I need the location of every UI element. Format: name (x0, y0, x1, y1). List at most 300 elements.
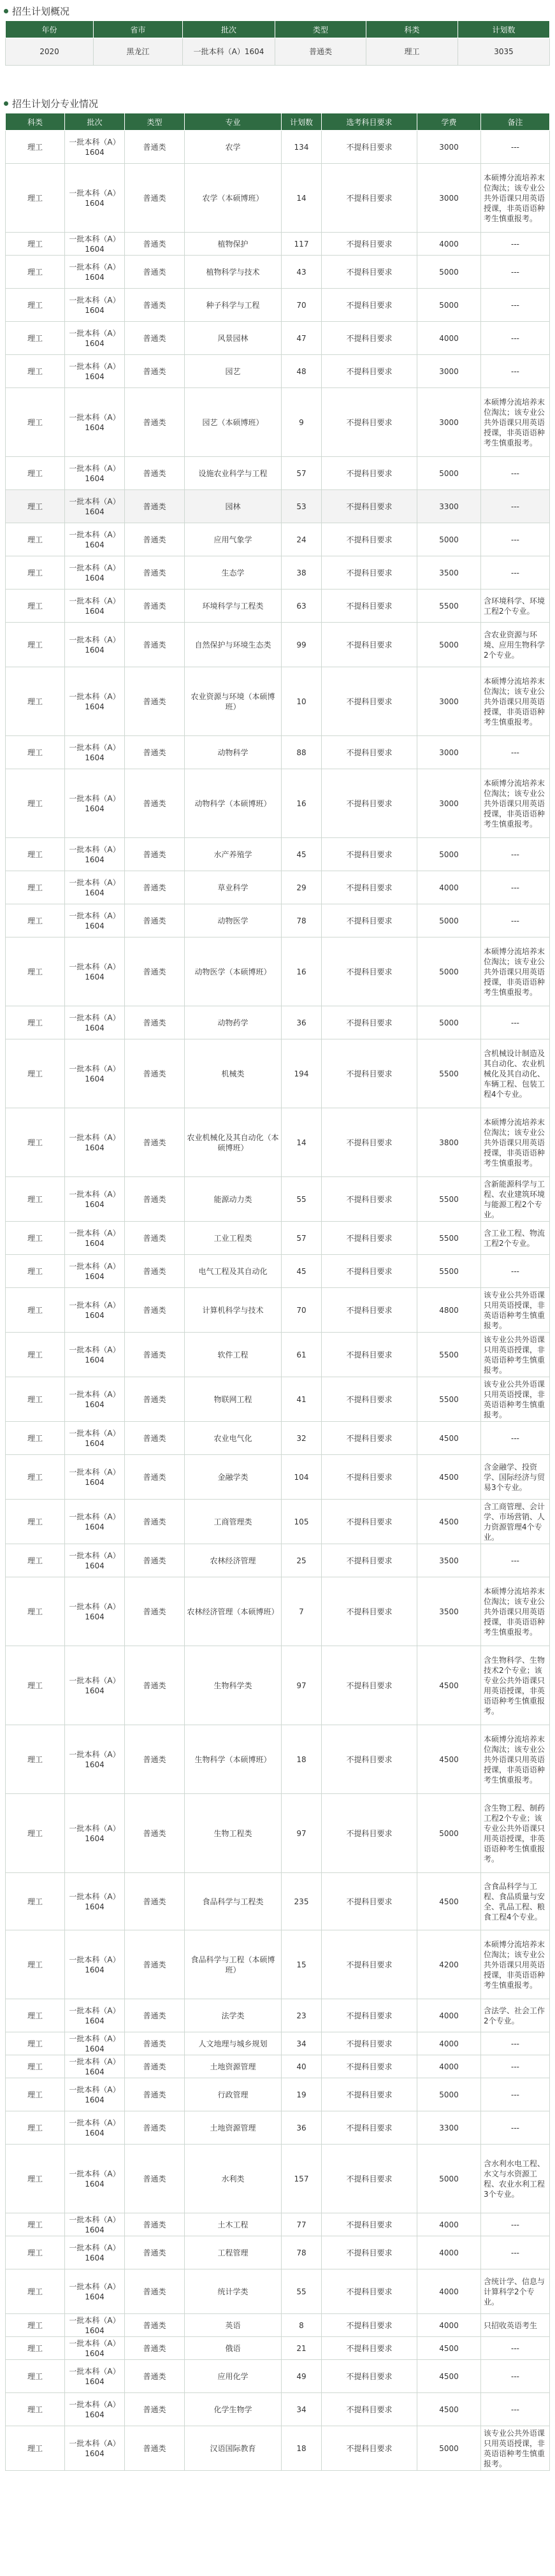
type-cell: 普通类 (125, 1108, 185, 1177)
major-cell: 园艺 (185, 355, 282, 388)
subject-cell: 理工 (6, 322, 65, 355)
subject-cell: 理工 (6, 1108, 65, 1177)
plan-count-cell: 36 (282, 2111, 322, 2145)
subject-cell: 理工 (6, 1646, 65, 1725)
batch-cell: 一批本科（A）1604 (65, 1177, 125, 1222)
column-header: 年份 (6, 21, 94, 38)
plan-count-cell: 14 (282, 1108, 322, 1177)
type-cell: 普通类 (125, 490, 185, 523)
subject-requirement-cell: 不提科目要求 (322, 736, 417, 769)
tuition-cell: 3500 (417, 1544, 481, 1577)
subject-cell: 理工 (6, 289, 65, 322)
batch-cell: 一批本科（A）1604 (65, 2055, 125, 2078)
subject-cell: 理工 (6, 904, 65, 937)
type-cell: 普通类 (125, 1377, 185, 1422)
bullet-icon (4, 101, 8, 106)
type-cell: 普通类 (125, 2426, 185, 2471)
note-cell: 该专业公共外语课只用英语授课，非英语语种考生慎重报考。 (481, 1377, 550, 1422)
major-cell: 农业机械化及其自动化（本硕博班） (185, 1108, 282, 1177)
subject-requirement-cell: 不提科目要求 (322, 2055, 417, 2078)
column-header: 类型 (275, 21, 366, 38)
batch-cell: 一批本科（A）1604 (65, 2111, 125, 2145)
plan-count-cell: 41 (282, 1377, 322, 1422)
plan-count-cell: 15 (282, 1930, 322, 1999)
note-cell: --- (481, 1422, 550, 1455)
table-row (6, 1288, 550, 1333)
tuition-cell: 3800 (417, 1108, 481, 1177)
note-cell: 本硕博分流培养末位淘汰；该专业公共外语课只用英语授课，非英语语种考生慎重报考。 (481, 388, 550, 457)
tuition-cell: 5000 (417, 937, 481, 1006)
note-cell: --- (481, 2032, 550, 2055)
column-header: 类型 (125, 113, 185, 131)
major-cell: 农林经济管理（本硕博班） (185, 1577, 282, 1646)
subject-cell: 理工 (6, 1577, 65, 1646)
batch-cell: 一批本科（A）1604 (65, 523, 125, 556)
type-cell: 普通类 (125, 2236, 185, 2269)
table-row (6, 1794, 550, 1873)
subject-cell: 理工 (6, 623, 65, 667)
plan-count-cell: 16 (282, 769, 322, 838)
type-cell: 普通类 (125, 2055, 185, 2078)
note-cell: 本硕博分流培养末位淘汰；该专业公共外语课只用英语授课，非英语语种考生慎重报考。 (481, 1725, 550, 1794)
subject-requirement-cell: 不提科目要求 (322, 1333, 417, 1377)
column-header: 专业 (185, 113, 282, 131)
column-header: 备注 (481, 113, 550, 131)
tuition-cell: 4800 (417, 1288, 481, 1333)
batch-cell: 一批本科（A）1604 (65, 904, 125, 937)
tuition-cell: 5000 (417, 2145, 481, 2213)
tuition-cell: 5000 (417, 289, 481, 322)
plan-count-cell: 34 (282, 2393, 322, 2426)
table-row (6, 667, 550, 736)
tuition-cell: 5000 (417, 1006, 481, 1039)
batch-cell: 一批本科（A）1604 (65, 322, 125, 355)
type-cell: 普通类 (125, 937, 185, 1006)
plan-count-cell: 19 (282, 2078, 322, 2111)
type-cell: 普通类 (125, 1500, 185, 1544)
tuition-cell: 5500 (417, 590, 481, 623)
batch-cell: 一批本科（A）1604 (65, 1930, 125, 1999)
note-cell: --- (481, 2213, 550, 2236)
batch-cell: 一批本科（A）1604 (65, 1794, 125, 1873)
tuition-cell: 4000 (417, 2269, 481, 2314)
subject-requirement-cell: 不提科目要求 (322, 1108, 417, 1177)
note-cell: 本硕博分流培养末位淘汰；该专业公共外语课只用英语授课，非英语语种考生慎重报考。 (481, 937, 550, 1006)
plan-count-cell: 49 (282, 2360, 322, 2393)
plan-count-cell: 55 (282, 1177, 322, 1222)
major-cell: 土地资源管理 (185, 2111, 282, 2145)
table-row (6, 556, 550, 590)
plan-count-cell: 157 (282, 2145, 322, 2213)
table-row (6, 164, 550, 233)
plan-count-cell: 24 (282, 523, 322, 556)
type-cell: 普通类 (125, 1177, 185, 1222)
subject-cell: 理工 (6, 1422, 65, 1455)
tuition-cell: 3000 (417, 769, 481, 838)
major-cell: 园林 (185, 490, 282, 523)
subject-requirement-cell: 不提科目要求 (322, 1725, 417, 1794)
table-row (6, 769, 550, 838)
subject-requirement-cell: 不提科目要求 (322, 1455, 417, 1500)
plan-count-cell: 117 (282, 233, 322, 256)
batch-cell: 一批本科（A）1604 (65, 556, 125, 590)
plan-count-cell: 18 (282, 1725, 322, 1794)
major-cell: 应用化学 (185, 2360, 282, 2393)
tuition-cell: 3000 (417, 736, 481, 769)
table-row (6, 289, 550, 322)
note-cell: --- (481, 2111, 550, 2145)
tuition-cell: 4000 (417, 233, 481, 256)
major-cell: 生物科学（本硕博班） (185, 1725, 282, 1794)
plan-count-cell: 53 (282, 490, 322, 523)
table-row (6, 1873, 550, 1930)
type-cell: 普通类 (125, 1422, 185, 1455)
subject-requirement-cell: 不提科目要求 (322, 1422, 417, 1455)
type-cell: 普通类 (125, 1006, 185, 1039)
major-cell: 俄语 (185, 2337, 282, 2360)
batch-cell: 一批本科（A）1604 (65, 1255, 125, 1288)
plan-count-cell: 18 (282, 2426, 322, 2471)
subject-cell: 理工 (6, 457, 65, 490)
plan-count-cell: 97 (282, 1646, 322, 1725)
table-row (6, 523, 550, 556)
subject-cell: 理工 (6, 1544, 65, 1577)
batch-cell: 一批本科（A）1604 (65, 2145, 125, 2213)
overview-table (5, 20, 550, 66)
table-row (6, 937, 550, 1006)
note-cell: 含环境科学、环境工程2个专业。 (481, 590, 550, 623)
column-header: 计划数 (458, 21, 550, 38)
table-row (6, 623, 550, 667)
plan-count-cell: 55 (282, 2269, 322, 2314)
tuition-cell: 4500 (417, 1422, 481, 1455)
plan-count-cell: 48 (282, 355, 322, 388)
batch-cell: 一批本科（A）1604 (65, 164, 125, 233)
note-cell: --- (481, 838, 550, 871)
batch-cell: 一批本科（A）1604 (65, 2393, 125, 2426)
batch-cell: 一批本科（A）1604 (65, 1455, 125, 1500)
subject-requirement-cell: 不提科目要求 (322, 131, 417, 164)
subject-cell: 理工 (6, 2393, 65, 2426)
subject-cell: 理工 (6, 1255, 65, 1288)
plan-count-cell: 34 (282, 2032, 322, 2055)
batch-cell: 一批本科（A）1604 (65, 1725, 125, 1794)
major-cell: 人文地理与城乡规划 (185, 2032, 282, 2055)
subject-requirement-cell: 不提科目要求 (322, 164, 417, 233)
major-cell: 法学类 (185, 1999, 282, 2032)
plan-count-cell: 14 (282, 164, 322, 233)
subject-cell: 理工 (6, 2055, 65, 2078)
subject-cell: 理工 (6, 1873, 65, 1930)
subject-cell: 理工 (6, 2236, 65, 2269)
table-row (6, 1725, 550, 1794)
plan-count-cell: 104 (282, 1455, 322, 1500)
subject-requirement-cell: 不提科目要求 (322, 1006, 417, 1039)
note-cell: --- (481, 871, 550, 904)
tuition-cell: 4000 (417, 322, 481, 355)
type-cell: 普通类 (125, 623, 185, 667)
major-cell: 食品科学与工程（本硕博班） (185, 1930, 282, 1999)
tuition-cell: 5000 (417, 457, 481, 490)
table-row (6, 1577, 550, 1646)
major-cell: 生态学 (185, 556, 282, 590)
subject-cell: 理工 (6, 355, 65, 388)
subject-requirement-cell: 不提科目要求 (322, 322, 417, 355)
tuition-cell: 5500 (417, 1255, 481, 1288)
major-cell: 金融学类 (185, 1455, 282, 1500)
plan-count-cell: 45 (282, 838, 322, 871)
subject-cell: 理工 (6, 233, 65, 256)
major-cell: 植物保护 (185, 233, 282, 256)
overview-title-text: 招生计划概况 (12, 6, 70, 17)
major-cell: 农业电气化 (185, 1422, 282, 1455)
subject-requirement-cell: 不提科目要求 (322, 2314, 417, 2337)
tuition-cell: 4200 (417, 1930, 481, 1999)
subject-requirement-cell: 不提科目要求 (322, 1377, 417, 1422)
major-cell: 汉语国际教育 (185, 2426, 282, 2471)
tuition-cell: 4000 (417, 2213, 481, 2236)
major-cell: 工商管理类 (185, 1500, 282, 1544)
note-cell: 只招收英语考生 (481, 2314, 550, 2337)
batch-cell: 一批本科（A）1604 (65, 355, 125, 388)
tuition-cell: 4500 (417, 1873, 481, 1930)
note-cell: 含金融学、投资学、国际经济与贸易3个专业。 (481, 1455, 550, 1500)
major-cell: 机械类 (185, 1039, 282, 1108)
plan-count-cell: 45 (282, 1255, 322, 1288)
batch-cell: 一批本科（A）1604 (65, 1999, 125, 2032)
table-row (6, 2032, 550, 2055)
subject-cell: 理工 (6, 1222, 65, 1255)
tuition-cell: 3500 (417, 1577, 481, 1646)
table-cell: 理工 (366, 38, 458, 66)
major-cell: 土木工程 (185, 2213, 282, 2236)
note-cell: 含工商管理、会计学、市场营销、人力资源管理4个专业。 (481, 1500, 550, 1544)
subject-requirement-cell: 不提科目要求 (322, 769, 417, 838)
major-cell: 土地资源管理 (185, 2055, 282, 2078)
subject-requirement-cell: 不提科目要求 (322, 667, 417, 736)
subject-requirement-cell: 不提科目要求 (322, 355, 417, 388)
subject-requirement-cell: 不提科目要求 (322, 1544, 417, 1577)
plan-count-cell: 105 (282, 1500, 322, 1544)
major-cell: 环境科学与工程类 (185, 590, 282, 623)
plan-count-cell: 43 (282, 256, 322, 289)
table-row (6, 355, 550, 388)
type-cell: 普通类 (125, 1999, 185, 2032)
table-row (6, 2393, 550, 2426)
table-row (6, 590, 550, 623)
note-cell: --- (481, 2055, 550, 2078)
note-cell: --- (481, 256, 550, 289)
table-cell: 3035 (458, 38, 550, 66)
major-cell: 应用气象学 (185, 523, 282, 556)
batch-cell: 一批本科（A）1604 (65, 2314, 125, 2337)
batch-cell: 一批本科（A）1604 (65, 871, 125, 904)
batch-cell: 一批本科（A）1604 (65, 2213, 125, 2236)
tuition-cell: 3000 (417, 667, 481, 736)
subject-cell: 理工 (6, 523, 65, 556)
major-cell: 工程管理 (185, 2236, 282, 2269)
table-row (6, 322, 550, 355)
type-cell: 普通类 (125, 2337, 185, 2360)
table-row (6, 1108, 550, 1177)
subject-requirement-cell: 不提科目要求 (322, 1177, 417, 1222)
major-cell: 电气工程及其自动化 (185, 1255, 282, 1288)
batch-cell: 一批本科（A）1604 (65, 736, 125, 769)
tuition-cell: 4000 (417, 2236, 481, 2269)
table-row (6, 131, 550, 164)
table-row (6, 457, 550, 490)
type-cell: 普通类 (125, 904, 185, 937)
column-header: 科类 (366, 21, 458, 38)
subject-requirement-cell: 不提科目要求 (322, 2360, 417, 2393)
detail-header-row (6, 113, 550, 131)
note-cell: 含食品科学与工程、食品质量与安全、乳品工程、粮食工程4个专业。 (481, 1873, 550, 1930)
plan-count-cell: 40 (282, 2055, 322, 2078)
note-cell: --- (481, 289, 550, 322)
subject-requirement-cell: 不提科目要求 (322, 1873, 417, 1930)
subject-requirement-cell: 不提科目要求 (322, 904, 417, 937)
major-cell: 能源动力类 (185, 1177, 282, 1222)
type-cell: 普通类 (125, 2078, 185, 2111)
subject-requirement-cell: 不提科目要求 (322, 1222, 417, 1255)
major-cell: 草业科学 (185, 871, 282, 904)
subject-requirement-cell: 不提科目要求 (322, 2213, 417, 2236)
plan-count-cell: 25 (282, 1544, 322, 1577)
plan-count-cell: 235 (282, 1873, 322, 1930)
batch-cell: 一批本科（A）1604 (65, 289, 125, 322)
type-cell: 普通类 (125, 667, 185, 736)
subject-requirement-cell: 不提科目要求 (322, 1930, 417, 1999)
tuition-cell: 3300 (417, 490, 481, 523)
type-cell: 普通类 (125, 2314, 185, 2337)
note-cell: 含新能源科学与工程、农业建筑环境与能源工程2个专业。 (481, 1177, 550, 1222)
note-cell: --- (481, 355, 550, 388)
tuition-cell: 5000 (417, 904, 481, 937)
tuition-cell: 3000 (417, 131, 481, 164)
tuition-cell: 5000 (417, 2426, 481, 2471)
table-cell: 普通类 (275, 38, 366, 66)
subject-cell: 理工 (6, 1500, 65, 1544)
column-header: 计划数 (282, 113, 322, 131)
note-cell: --- (481, 233, 550, 256)
plan-count-cell: 78 (282, 2236, 322, 2269)
column-header: 批次 (65, 113, 125, 131)
major-cell: 风景园林 (185, 322, 282, 355)
major-cell: 植物科学与技术 (185, 256, 282, 289)
type-cell: 普通类 (125, 355, 185, 388)
plan-count-cell: 16 (282, 937, 322, 1006)
subject-cell: 理工 (6, 1333, 65, 1377)
major-cell: 生物工程类 (185, 1794, 282, 1873)
table-cell: 2020 (6, 38, 94, 66)
plan-count-cell: 38 (282, 556, 322, 590)
tuition-cell: 3000 (417, 164, 481, 233)
table-row (6, 2111, 550, 2145)
note-cell: --- (481, 2236, 550, 2269)
major-cell: 农林经济管理 (185, 1544, 282, 1577)
subject-requirement-cell: 不提科目要求 (322, 937, 417, 1006)
subject-requirement-cell: 不提科目要求 (322, 256, 417, 289)
major-cell: 农学 (185, 131, 282, 164)
note-cell: --- (481, 1006, 550, 1039)
table-row (6, 871, 550, 904)
table-row (6, 2145, 550, 2213)
tuition-cell: 4000 (417, 871, 481, 904)
type-cell: 普通类 (125, 2145, 185, 2213)
table-row (6, 904, 550, 937)
tuition-cell: 5500 (417, 1377, 481, 1422)
table-row (6, 1039, 550, 1108)
tuition-cell: 5500 (417, 1177, 481, 1222)
subject-cell: 理工 (6, 1725, 65, 1794)
subject-cell: 理工 (6, 388, 65, 457)
major-cell: 动物医学（本硕博班） (185, 937, 282, 1006)
tuition-cell: 5500 (417, 1039, 481, 1108)
type-cell: 普通类 (125, 1577, 185, 1646)
subject-cell: 理工 (6, 1930, 65, 1999)
plan-count-cell: 88 (282, 736, 322, 769)
batch-cell: 一批本科（A）1604 (65, 2032, 125, 2055)
batch-cell: 一批本科（A）1604 (65, 1422, 125, 1455)
table-row (6, 2337, 550, 2360)
plan-count-cell: 134 (282, 131, 322, 164)
batch-cell: 一批本科（A）1604 (65, 256, 125, 289)
major-cell: 软件工程 (185, 1333, 282, 1377)
major-cell: 生物科学类 (185, 1646, 282, 1725)
table-row (6, 2360, 550, 2393)
note-cell: --- (481, 2337, 550, 2360)
subject-cell: 理工 (6, 590, 65, 623)
type-cell: 普通类 (125, 590, 185, 623)
tuition-cell: 3300 (417, 2111, 481, 2145)
subject-requirement-cell: 不提科目要求 (322, 2032, 417, 2055)
type-cell: 普通类 (125, 2269, 185, 2314)
table-row (6, 1222, 550, 1255)
note-cell: 含生物科学、生物技术2个专业；该专业公共外语课只用英语授课，非英语语种考生慎重报考。 (481, 1646, 550, 1725)
tuition-cell: 4000 (417, 1999, 481, 2032)
subject-requirement-cell: 不提科目要求 (322, 1794, 417, 1873)
subject-requirement-cell: 不提科目要求 (322, 490, 417, 523)
plan-count-cell: 10 (282, 667, 322, 736)
subject-cell: 理工 (6, 2111, 65, 2145)
subject-cell: 理工 (6, 2145, 65, 2213)
major-cell: 计算机科学与技术 (185, 1288, 282, 1333)
table-row (6, 1455, 550, 1500)
type-cell: 普通类 (125, 1288, 185, 1333)
note-cell: 含水利水电工程、水文与水资源工程、农业水利工程3个专业。 (481, 2145, 550, 2213)
tuition-cell: 3000 (417, 388, 481, 457)
tuition-cell: 5000 (417, 838, 481, 871)
batch-cell: 一批本科（A）1604 (65, 1108, 125, 1177)
subject-cell: 理工 (6, 2213, 65, 2236)
note-cell: 该专业公共外语课只用英语授课，非英语语种考生慎重报考。 (481, 1288, 550, 1333)
major-cell: 动物医学 (185, 904, 282, 937)
note-cell: --- (481, 131, 550, 164)
tuition-cell: 5000 (417, 1794, 481, 1873)
subject-requirement-cell: 不提科目要求 (322, 233, 417, 256)
type-cell: 普通类 (125, 1333, 185, 1377)
type-cell: 普通类 (125, 289, 185, 322)
major-cell: 园艺（本硕博班） (185, 388, 282, 457)
subject-cell: 理工 (6, 2269, 65, 2314)
column-header: 省市 (94, 21, 183, 38)
tuition-cell: 4000 (417, 2032, 481, 2055)
batch-cell: 一批本科（A）1604 (65, 1333, 125, 1377)
table-row (6, 256, 550, 289)
tuition-cell: 4500 (417, 2360, 481, 2393)
subject-cell: 理工 (6, 256, 65, 289)
subject-requirement-cell: 不提科目要求 (322, 523, 417, 556)
